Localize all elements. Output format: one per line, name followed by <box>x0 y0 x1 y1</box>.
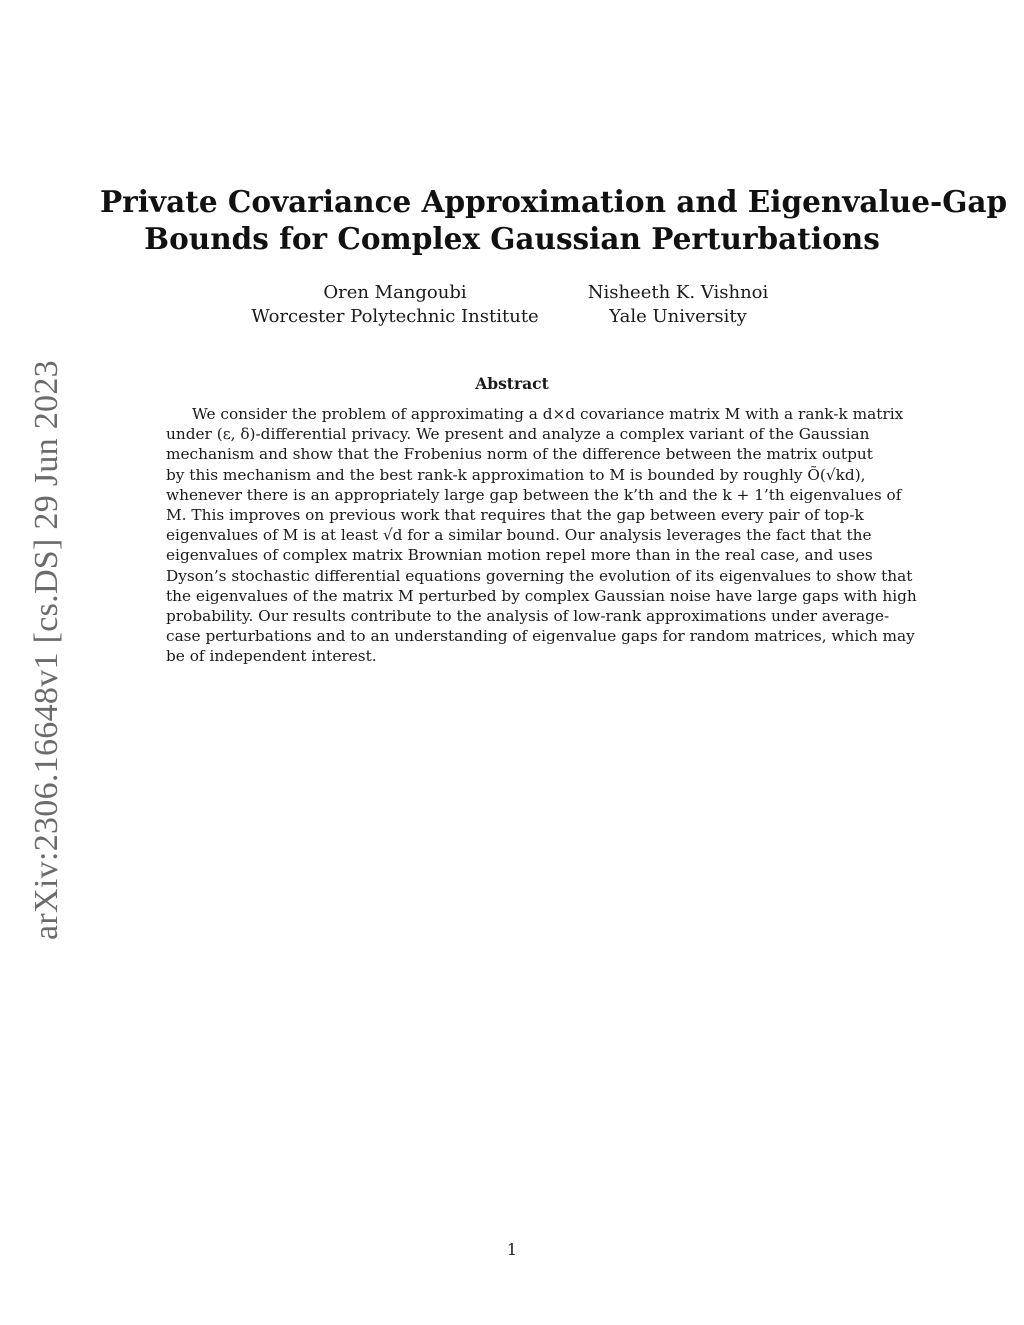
author-affiliation: Yale University <box>609 306 747 327</box>
page-number: 1 <box>506 1240 518 1259</box>
author-block <box>548 281 808 329</box>
arxiv-sidebar <box>0 0 100 1325</box>
abstract-line: We consider the problem of approximating a d×d covariance matrix M with a rank-k matrix <box>192 405 904 423</box>
abstract-line: eigenvalues of M is at least √d for a similar bound. Our analysis leverages the fact that the <box>166 526 872 545</box>
abstract-line: be of independent interest. <box>166 647 377 666</box>
abstract-line: M. This improves on previous work that requires that the gap between every pair of top-k <box>166 506 864 525</box>
abstract-line: Dyson’s stochastic differential equations governing the evolution of its eigenvalues to show that <box>166 566 913 585</box>
abstract-line: case perturbations and to an understanding of eigenvalue gaps for random matrices, which may <box>166 627 915 646</box>
abstract-body <box>166 404 917 667</box>
arxiv-identifier: arXiv:2306.16648v1 [cs.DS] 29 Jun 2023 <box>28 360 65 940</box>
title-line-2: Bounds for Complex Gaussian Perturbations <box>144 221 880 256</box>
abstract-line: the eigenvalues of the matrix M perturbed by complex Gaussian noise have large gaps with high <box>166 586 917 605</box>
abstract-line: mechanism and show that the Frobenius norm of the difference between the matrix output <box>166 445 873 464</box>
author-affiliation: Worcester Polytechnic Institute <box>251 306 539 327</box>
abstract-line: by this mechanism and the best rank-k approximation to M is bounded by roughly Õ(√kd), <box>166 465 866 484</box>
abstract-line: whenever there is an appropriately large gap between the k’th and the k + 1’th eigenvalues of <box>166 485 902 504</box>
paper-title <box>100 183 1008 257</box>
author-name: Nisheeth K. Vishnoi <box>587 282 769 303</box>
author-block <box>235 281 555 329</box>
abstract-line: under (ε, δ)-differential privacy. We present and analyze a complex variant of the Gaussian <box>166 425 870 444</box>
title-line-1: Private Covariance Approximation and Eigenvalue-Gap <box>100 184 1008 219</box>
abstract-heading: Abstract <box>475 374 549 393</box>
abstract-line: eigenvalues of complex matrix Brownian motion repel more than in the real case, and uses <box>166 546 873 565</box>
abstract-line: probability. Our results contribute to the analysis of low-rank approximations under average- <box>166 607 890 626</box>
author-name: Oren Mangoubi <box>323 282 467 303</box>
